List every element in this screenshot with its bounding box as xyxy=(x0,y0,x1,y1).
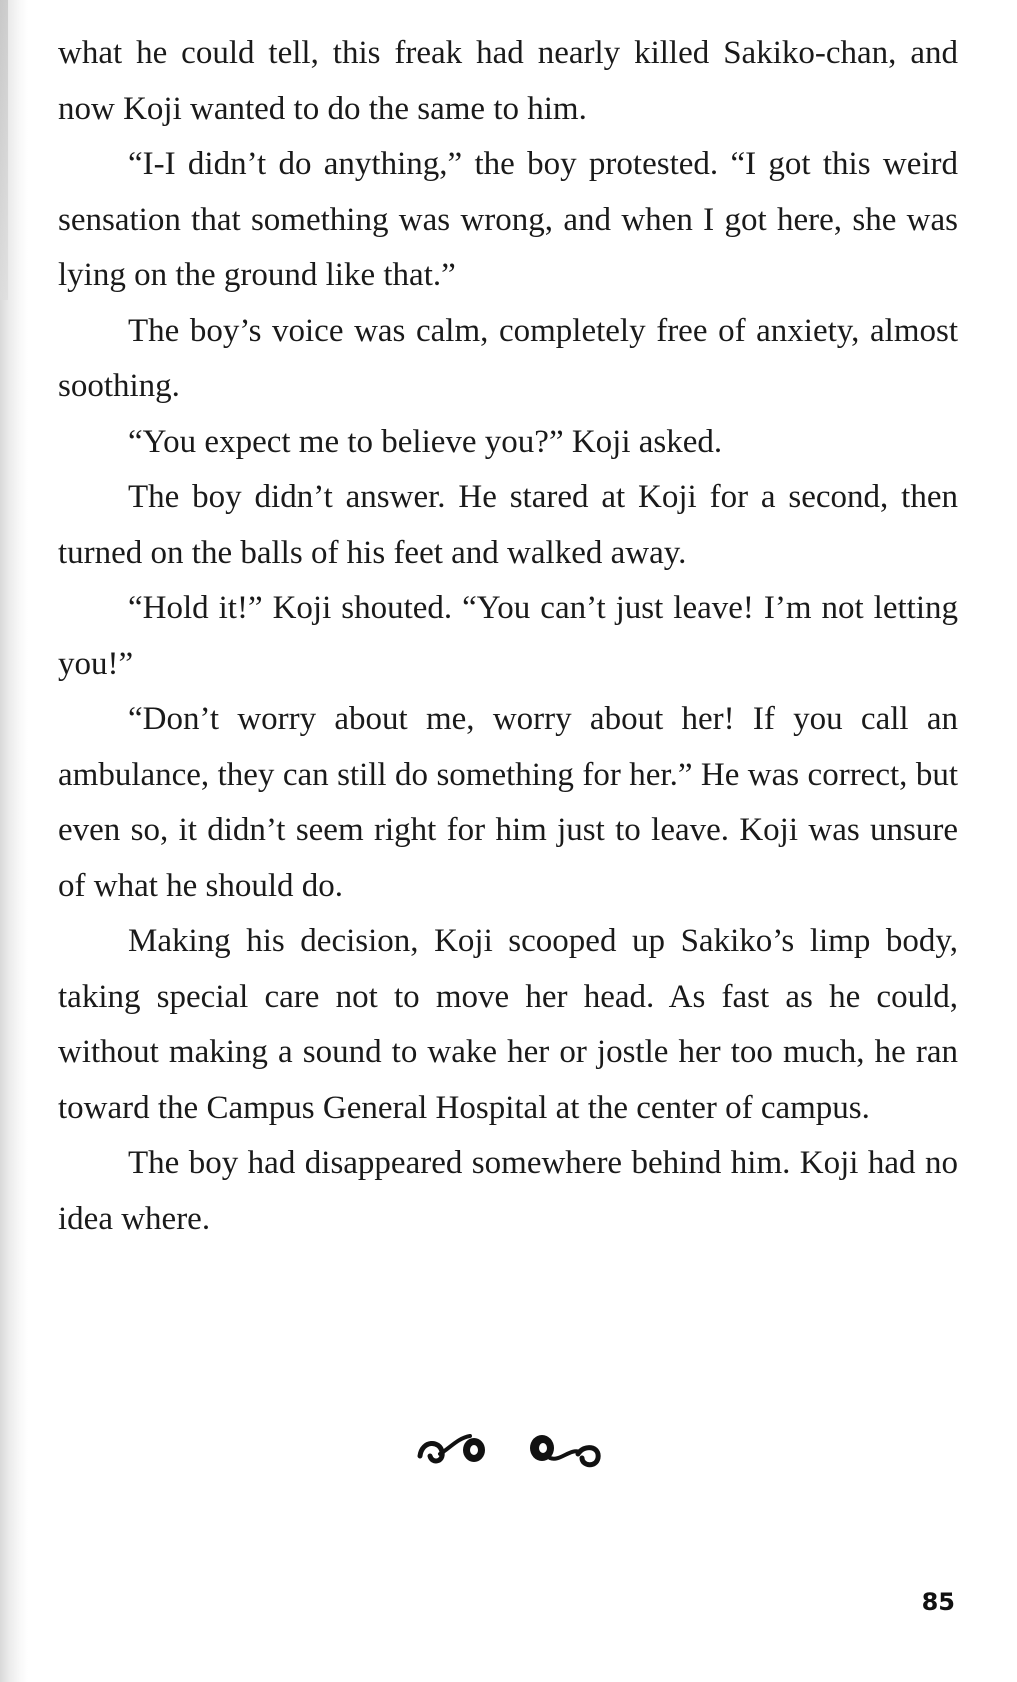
paragraph-4: “You expect me to believe you?” Koji asked. xyxy=(128,423,723,460)
paragraph-1: what he could tell, this freak had nearly killed Sakiko-chan, and now Koji wanted to do the same to him. xyxy=(58,35,958,127)
paragraph-2: “I-I didn’t do anything,” the boy protested. “I got this weird sensation that something was wrong, and when I got here, she was lying on the ground like that.” xyxy=(58,146,958,293)
paragraph-3: The boy’s voice was calm, completely free of anxiety, almost soothing. xyxy=(58,312,958,404)
page-number: 85 xyxy=(921,1588,955,1616)
section-break-flourish-icon xyxy=(410,1418,610,1478)
paragraph-6: “Hold it!” Koji shouted. “You can’t just leave! I’m not letting you!” xyxy=(58,590,958,682)
paragraph-8: Making his decision, Koji scooped up Sakiko’s limp body, taking special care not to move her head. As fast as he could, without making a sound to wake her or jostle her too much, he ran toward the Campus General Hospital at the center of campus. xyxy=(58,923,958,1126)
body-text xyxy=(58,26,958,1247)
paragraph-5: The boy didn’t answer. He stared at Koji for a second, then turned on the balls of his feet and walked away. xyxy=(58,479,958,571)
paragraph-7: “Don’t worry about me, worry about her! If you call an ambulance, they can still do something for her.” He was correct, but even so, it didn’t seem right for him just to leave. Koji was unsure of what he should do. xyxy=(58,701,958,904)
paragraph-9: The boy had disappeared somewhere behind him. Koji had no idea where. xyxy=(58,1145,958,1237)
page-gutter-shadow xyxy=(0,0,28,1682)
